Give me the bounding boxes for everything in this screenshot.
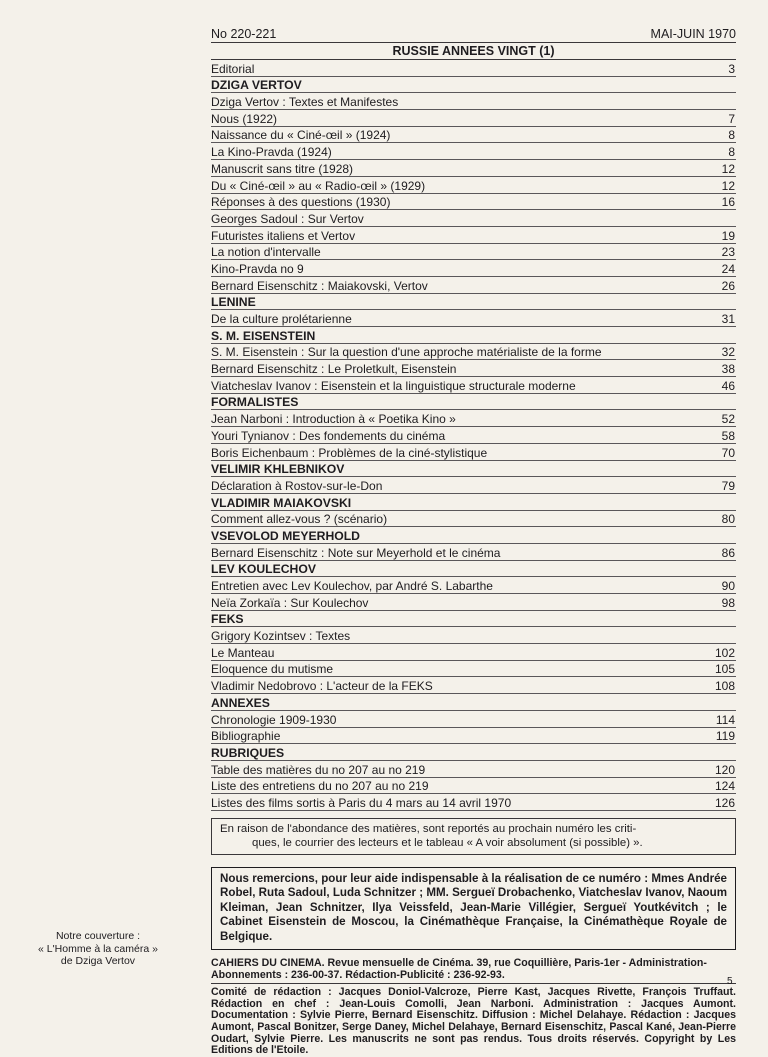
- toc-label: Entretien avec Lev Koulechov, par André S. Labarthe: [211, 579, 493, 593]
- toc-entry: [211, 577, 736, 594]
- toc-label: Boris Eichenbaum : Problèmes de la ciné-stylistique: [211, 445, 488, 460]
- toc-section-heading: [211, 327, 736, 344]
- toc-label: VSEVOLOD MEYERHOLD: [211, 528, 360, 543]
- toc-entry: [211, 344, 736, 361]
- toc-label: Editorial: [211, 61, 255, 76]
- toc-entry: [211, 360, 736, 377]
- toc-entry: [211, 110, 736, 127]
- toc-label: Manuscrit sans titre (1928): [211, 161, 354, 176]
- toc-label: FEKS: [211, 612, 244, 627]
- toc-label: Neïa Zorkaïa : Sur Koulechov: [211, 595, 369, 610]
- toc-label: VELIMIR KHLEBNIKOV: [211, 462, 345, 477]
- toc-page-number: 79: [721, 478, 735, 493]
- toc-entry: [211, 661, 736, 678]
- toc-label: Réponses à des questions (1930): [211, 195, 391, 210]
- toc-label: ANNEXES: [211, 695, 270, 710]
- toc-entry: [211, 310, 736, 327]
- toc-label: Du « Ciné-œil » au « Radio-œil » (1929): [211, 178, 426, 193]
- toc-page-number: 3: [728, 61, 735, 76]
- toc-page-number: 23: [721, 245, 735, 260]
- toc-label: Grigory Kozintsev : Textes: [211, 629, 351, 644]
- masthead-credits: [211, 958, 736, 1057]
- page-number: 5: [727, 976, 733, 987]
- toc-section-heading: [211, 461, 736, 478]
- toc-entry: [211, 644, 736, 661]
- toc-page-number: 98: [721, 595, 735, 610]
- toc-entry: [211, 244, 736, 261]
- toc-section-heading: [211, 744, 736, 761]
- toc-entry: [211, 594, 736, 611]
- note-line-1: En raison de l'abondance des matières, sont reportés au prochain numéro les criti-: [220, 822, 637, 835]
- toc-label: Liste des entretiens du no 207 au no 219: [211, 779, 429, 794]
- toc-page-number: 52: [721, 412, 735, 427]
- toc-label: LENINE: [211, 295, 256, 310]
- table-of-contents: [211, 60, 736, 811]
- toc-label: VLADIMIR MAIAKOVSKI: [211, 495, 352, 510]
- cover-caption-line-3: de Dziga Vertov: [60, 955, 136, 967]
- toc-section-heading: [211, 561, 736, 578]
- toc-page-number: 102: [714, 645, 735, 660]
- toc-page-number: 120: [714, 762, 735, 777]
- toc-label: Bibliographie: [211, 729, 281, 744]
- editorial-note: [211, 818, 736, 855]
- toc-page-number: 24: [721, 261, 735, 276]
- toc-entry: [211, 711, 736, 728]
- toc-page-number: 12: [721, 178, 735, 193]
- toc-section-heading: [211, 494, 736, 511]
- toc-entry: [211, 60, 736, 77]
- toc-page-number: 90: [721, 579, 735, 593]
- toc-label: Eloquence du mutisme: [211, 662, 334, 677]
- toc-page-number: 108: [714, 679, 735, 694]
- toc-label: Youri Tynianov : Des fondements du cinéma: [211, 428, 446, 443]
- editorial-committee: Comité de rédaction : Jacques Doniol-Valcroze, Pierre Kast, Jacques Rivette, François Truffaut. Rédaction en chef : Jean-Louis Comolli, Jean Narboni. Administration : Jacques Aumont. Documentation : Sylvie Pierre, Bernard Eisenschitz. Diffusion : Michel Delahaye. Rédaction : Jacques Aumont, Pascal Bonitzer, Serge Daney, Michel Delahaye, Bernard Eisenschitz, Pascal Kané, Jean-Pierre Oudart, Sylvie Pierre. Les manuscrits ne sont pas rendus. Tous droits réservés. Copyright by Les Editions de l'Etoile.: [211, 986, 736, 1057]
- toc-section-heading: [211, 77, 736, 94]
- toc-label: Table des matières du no 207 au no 219: [211, 762, 426, 777]
- toc-page-number: 80: [721, 512, 735, 527]
- toc-section-heading: [211, 294, 736, 311]
- toc-entry: [211, 544, 736, 561]
- toc-entry: [211, 677, 736, 694]
- toc-page-number: 8: [728, 145, 735, 160]
- toc-label: Bernard Eisenschitz : Maiakovski, Vertov: [211, 278, 428, 293]
- toc-entry: [211, 444, 736, 461]
- toc-page-number: 16: [721, 195, 735, 210]
- toc-label: Vladimir Nedobrovo : L'acteur de la FEKS: [211, 679, 433, 694]
- toc-label: Viatcheslav Ivanov : Eisenstein et la linguistique structurale moderne: [211, 378, 576, 393]
- toc-entry: [211, 778, 736, 795]
- toc-label: DZIGA VERTOV: [211, 78, 302, 93]
- toc-entry: [211, 794, 736, 811]
- toc-entry: [211, 127, 736, 144]
- toc-page-number: 124: [714, 779, 735, 794]
- toc-entry: [211, 277, 736, 294]
- toc-label: Bernard Eisenschitz : Le Proletkult, Eisenstein: [211, 362, 457, 377]
- toc-page-number: 12: [721, 161, 735, 176]
- toc-page-number: 32: [721, 345, 735, 360]
- toc-page-number: 26: [721, 278, 735, 293]
- toc-entry: [211, 728, 736, 745]
- issue-date: MAI-JUIN 1970: [650, 27, 736, 41]
- toc-section-heading: [211, 527, 736, 544]
- toc-section-heading: [211, 694, 736, 711]
- toc-page-number: 7: [728, 111, 735, 126]
- toc-label: S. M. Eisenstein : Sur la question d'une approche matérialiste de la forme: [211, 345, 602, 360]
- issue-header: [211, 27, 736, 43]
- toc-entry: [211, 377, 736, 394]
- toc-label: Nous (1922): [211, 111, 278, 126]
- toc-label: RUBRIQUES: [211, 745, 285, 760]
- toc-entry: [211, 761, 736, 778]
- toc-label: Le Manteau: [211, 645, 275, 660]
- issue-number: No 220-221: [211, 27, 277, 41]
- toc-entry: [211, 194, 736, 211]
- toc-label: Chronologie 1909-1930: [211, 712, 337, 727]
- toc-entry: [211, 160, 736, 177]
- toc-label: La Kino-Pravda (1924): [211, 145, 332, 160]
- toc-label: Dziga Vertov : Textes et Manifestes: [211, 95, 399, 110]
- toc-label: FORMALISTES: [211, 395, 299, 410]
- toc-label: La notion d'intervalle: [211, 245, 321, 260]
- toc-page-number: 38: [721, 362, 735, 377]
- magazine-contents-page: [211, 27, 736, 1057]
- toc-label: Kino-Pravda no 9: [211, 261, 304, 276]
- issue-title: RUSSIE ANNEES VINGT (1): [211, 43, 736, 60]
- toc-page-number: 31: [721, 312, 735, 326]
- toc-entry: [211, 143, 736, 160]
- toc-page-number: 70: [721, 445, 735, 460]
- toc-page-number: 19: [721, 228, 735, 243]
- toc-label: Jean Narboni : Introduction à « Poetika Kino »: [211, 412, 456, 427]
- toc-label: Déclaration à Rostov-sur-le-Don: [211, 478, 383, 493]
- toc-entry: [211, 177, 736, 194]
- cover-caption-line-2: « L'Homme à la caméra »: [38, 942, 158, 955]
- toc-section-heading: [211, 394, 736, 411]
- toc-section-heading: [211, 611, 736, 628]
- toc-label: Naissance du « Ciné-œil » (1924): [211, 128, 391, 143]
- publisher-info: CAHIERS DU CINEMA. Revue mensuelle de Cinéma. 39, rue Coquillière, Paris-1er - Administration-Abonnements : 236-00-37. Rédaction-Publicité : 236-92-93.: [211, 958, 736, 984]
- toc-entry: [211, 410, 736, 427]
- toc-entry: [211, 260, 736, 277]
- toc-page-number: 119: [715, 729, 735, 744]
- toc-entry: [211, 477, 736, 494]
- note-line-2: ques, le courrier des lecteurs et le tableau « A voir absolument (si possible) ».: [252, 836, 643, 849]
- cover-caption-line-1: Notre couverture :: [55, 930, 141, 942]
- toc-page-number: 114: [715, 712, 735, 727]
- toc-entry: [211, 427, 736, 444]
- toc-page-number: 58: [721, 428, 735, 443]
- toc-label: Georges Sadoul : Sur Vertov: [211, 211, 364, 226]
- toc-entry: [211, 227, 736, 244]
- cover-caption: [28, 930, 168, 968]
- toc-label: De la culture prolétarienne: [211, 312, 352, 326]
- acknowledgements-box: Nous remercions, pour leur aide indispensable à la réalisation de ce numéro : Mmes Andrée Robel, Ruta Sadoul, Luda Schnitzer ; MM. Sergueï Drobachenko, Viatcheslav Ivanov, Naoum Kleiman, Jean Schnitzer, Ilya Veissfeld, Jean-Marie Villégier, Sergueï Youtkévitch ; le Cabinet Eisenstein de Moscou, la Cinémathèque Française, la Cinémathèque Royale de Belgique.: [211, 867, 736, 950]
- toc-page-number: 8: [728, 128, 735, 143]
- toc-entry: [211, 511, 736, 528]
- toc-label: Comment allez-vous ? (scénario): [211, 512, 388, 527]
- toc-page-number: 46: [721, 378, 735, 393]
- toc-entry: [211, 627, 736, 644]
- toc-page-number: 105: [714, 662, 735, 677]
- toc-label: Bernard Eisenschitz : Note sur Meyerhold et le cinéma: [211, 545, 501, 560]
- toc-label: Futuristes italiens et Vertov: [211, 228, 356, 243]
- toc-label: Listes des films sortis à Paris du 4 mars au 14 avril 1970: [211, 795, 512, 810]
- toc-label: LEV KOULECHOV: [211, 562, 316, 577]
- toc-entry: [211, 93, 736, 110]
- toc-label: S. M. EISENSTEIN: [211, 328, 316, 343]
- toc-entry: [211, 210, 736, 227]
- toc-page-number: 86: [721, 545, 735, 560]
- toc-page-number: 126: [714, 795, 735, 810]
